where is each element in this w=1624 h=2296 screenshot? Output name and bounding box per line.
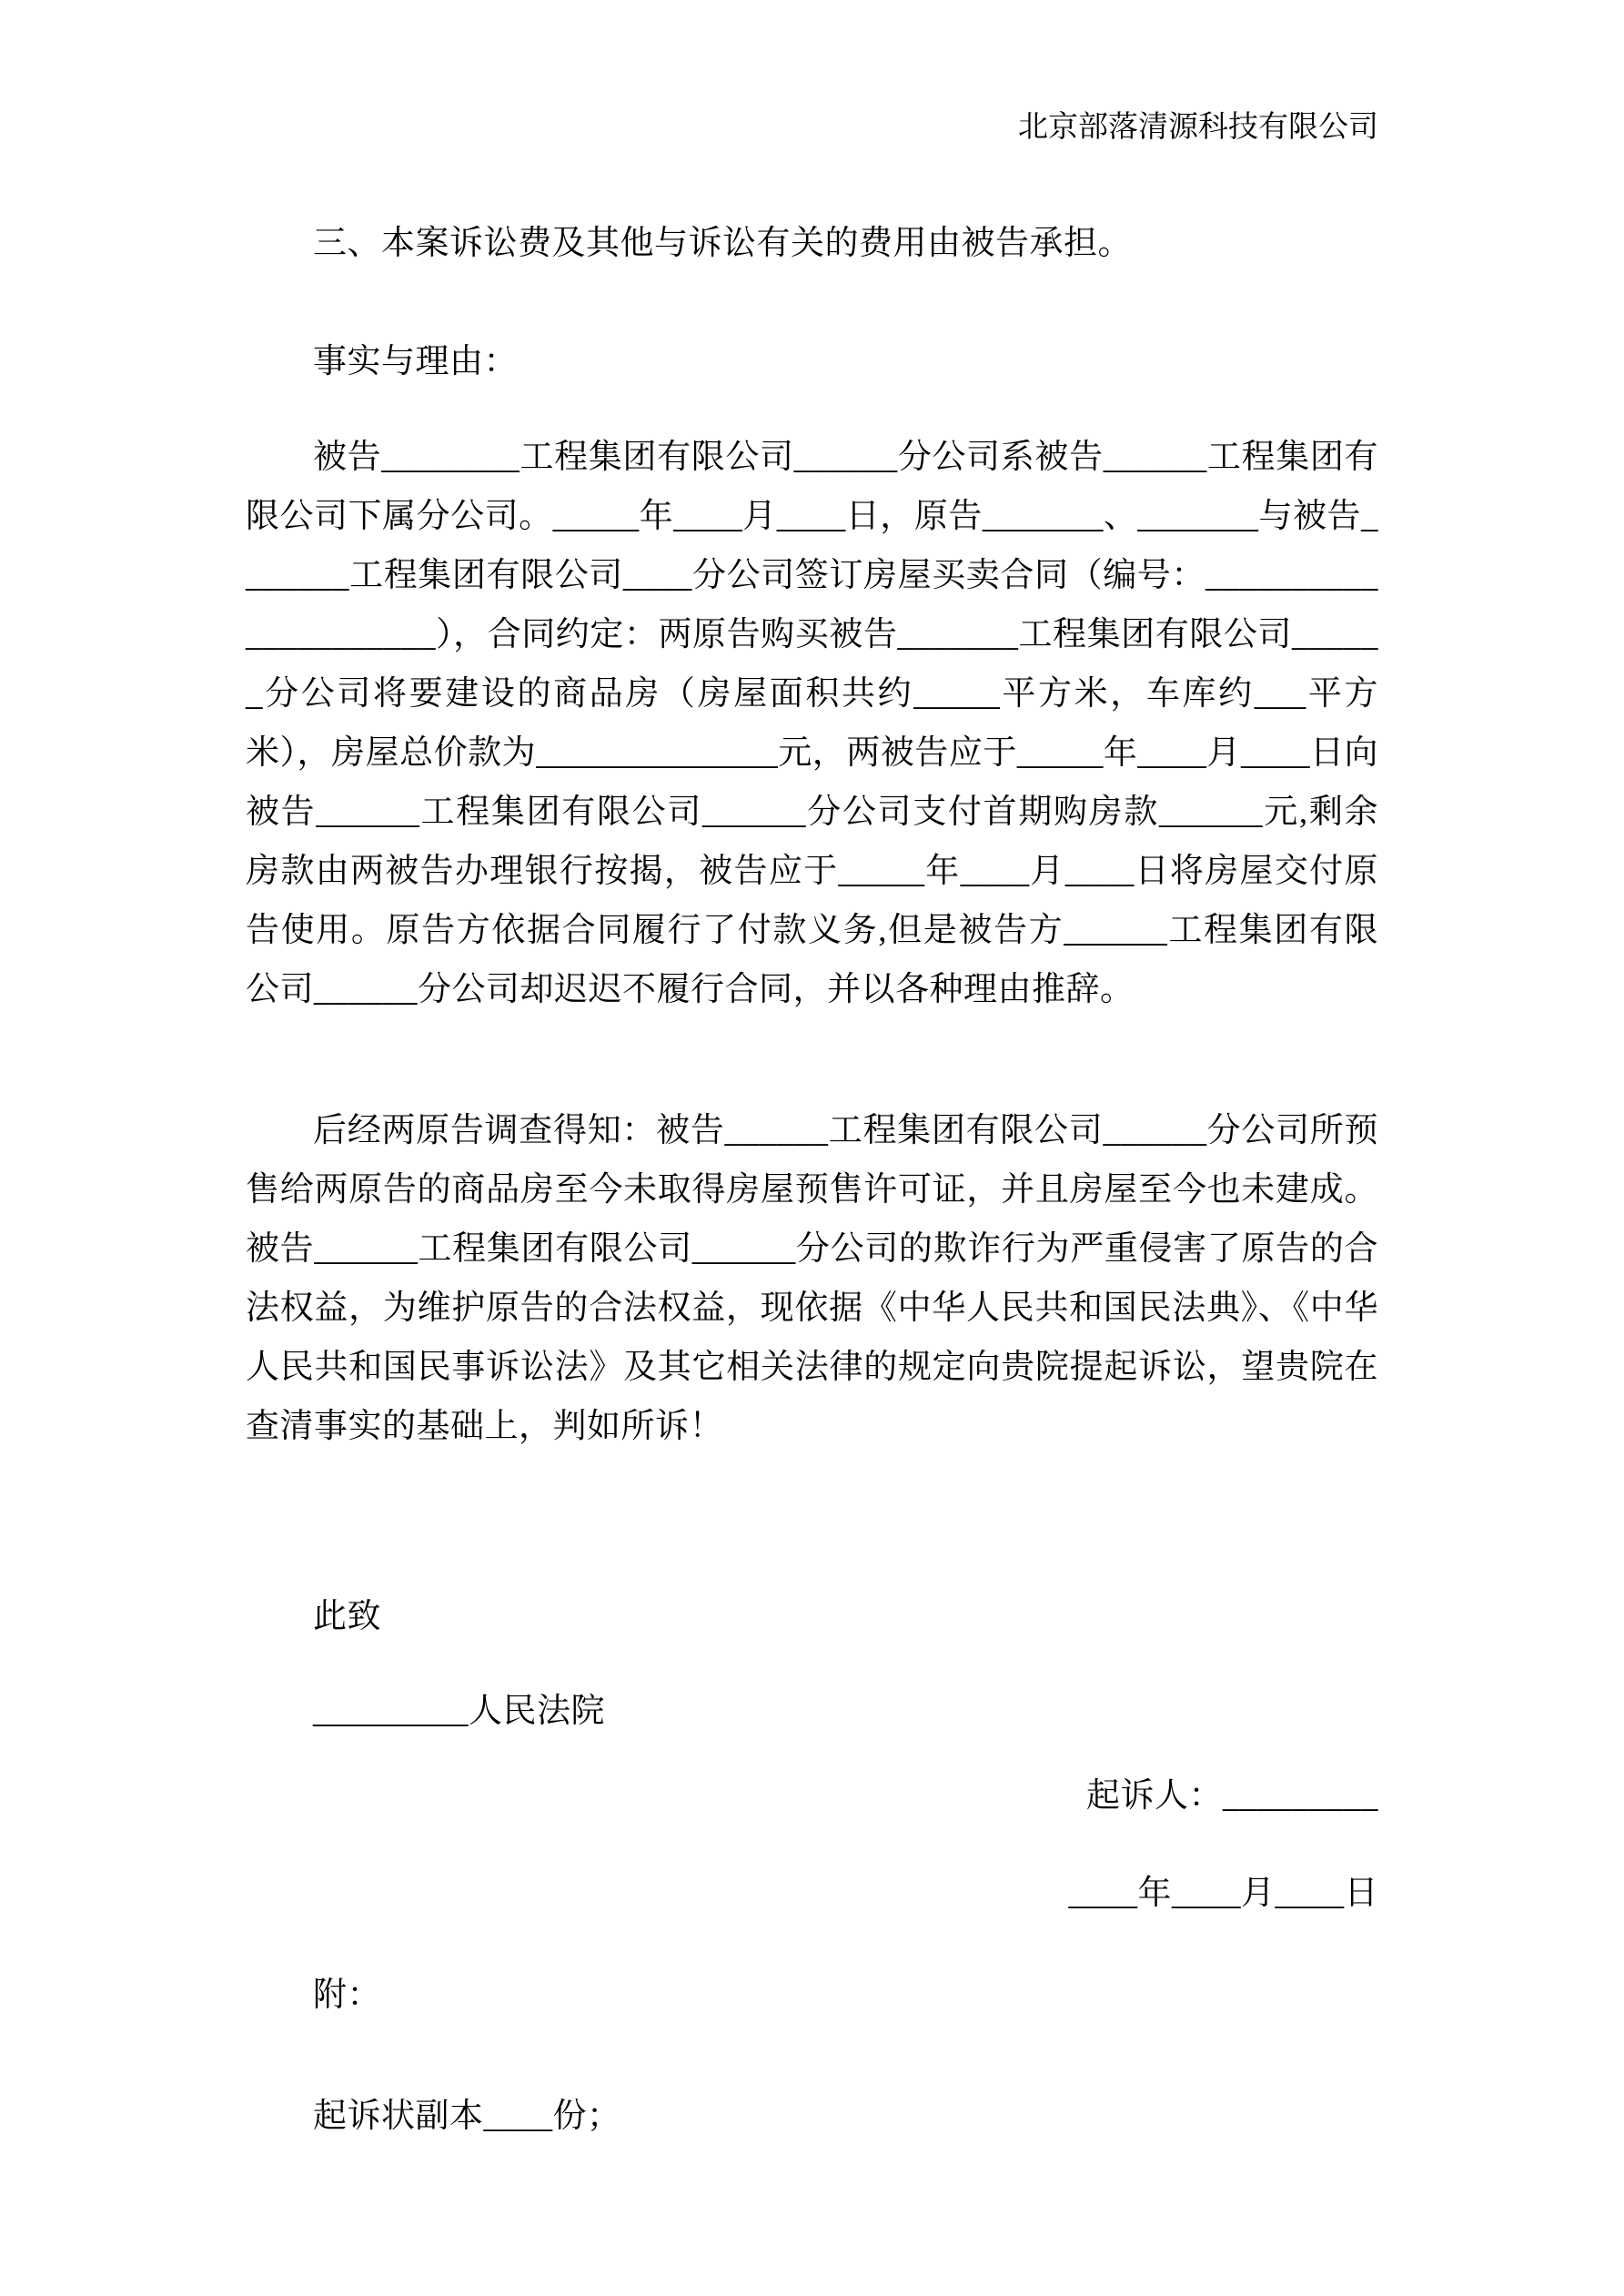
- header-company-name: 北京部落清源科技有限公司: [1018, 111, 1378, 144]
- facts-paragraph-1: 被告________工程集团有限公司______分公司系被告______工程集团有限公司下属分公司。_____年____月____日，原告_______、_______与被告_______工程集团有限公司____分公司签订房屋买卖合同（编号：_____________________），合同约定：两原告购买被告_______工程集团有限公司______分公司将要建设的商品房（房屋面积共约_____平方米，车库约___平方米），房屋总价款为______________元，两被告应于_____年____月____日向被告______工程集团有限公司______分公司支付首期购房款______元,剩余房款由两被告办理银行按揭，被告应于_____年____月____日将房屋交付原告使用。原告方依据合同履行了付款义务,但是被告方______工程集团有限公司______分公司却迟迟不履行合同，并以各种理由推辞。: [246, 439, 1378, 1008]
- facts-and-reasons-heading: 事实与理由：: [313, 343, 518, 380]
- facts-paragraph-2: 后经两原告调查得知：被告______工程集团有限公司______分公司所预售给两原告的商品房至今未取得房屋预售许可证，并且房屋至今也未建成。被告______工程集团有限公司______分公司的欺诈行为严重侵害了原告的合法权益，为维护原告的合法权益，现依据《中华人民共和国民法典》、《中华人民共和国民事诉讼法》及其它相关法律的规定向贵院提起诉讼，望贵院在查清事实的基础上，判如所诉！: [246, 1112, 1378, 1445]
- salutation: 此致: [313, 1598, 381, 1635]
- attachment-label: 附：: [313, 1977, 381, 2014]
- date-line: ____年____月____日: [1068, 1875, 1378, 1912]
- attachment-copies-line: 起诉状副本____份；: [313, 2098, 621, 2135]
- plaintiff-signature-line: 起诉人：_________: [1086, 1777, 1378, 1815]
- claim-item-3: 三、本案诉讼费及其他与诉讼有关的费用由被告承担。: [313, 225, 1132, 262]
- court-name-blank-line: _________人民法院: [313, 1693, 605, 1730]
